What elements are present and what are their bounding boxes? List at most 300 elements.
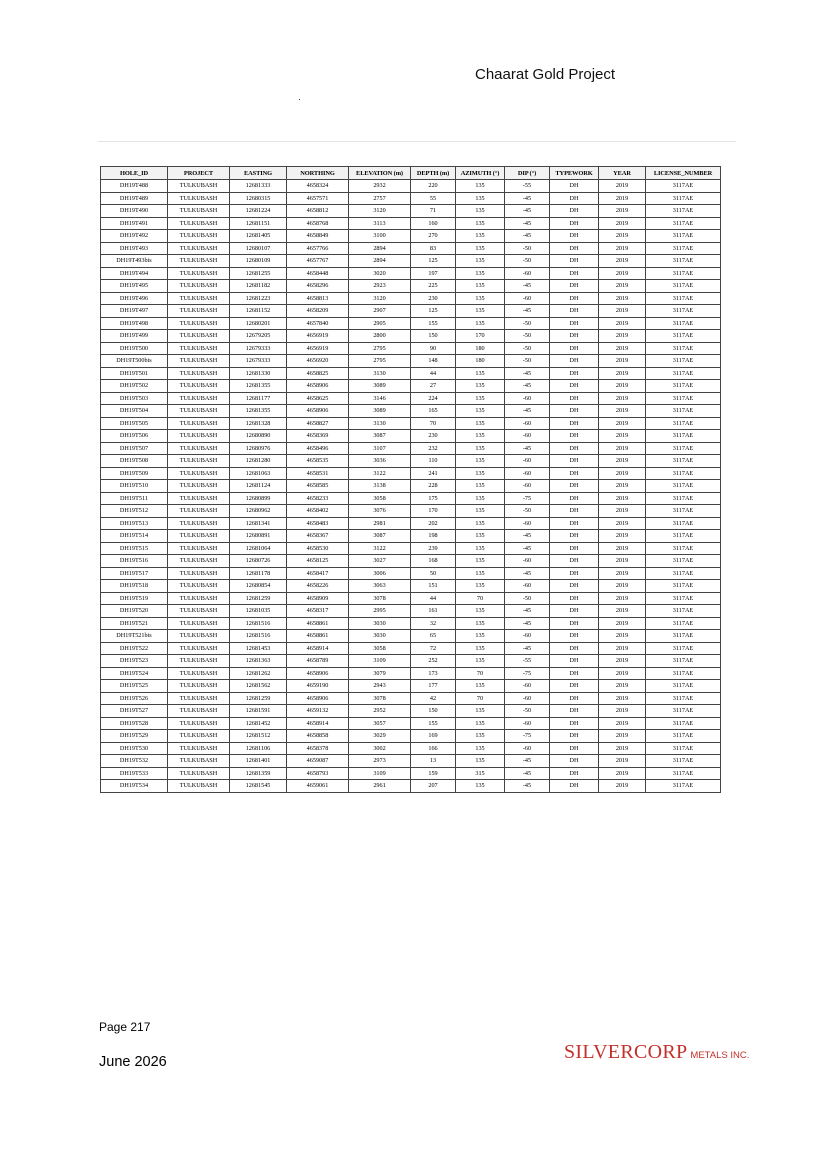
table-cell: 3117AE bbox=[646, 342, 721, 355]
table-cell: 3079 bbox=[349, 667, 411, 680]
table-cell: 3117AE bbox=[646, 480, 721, 493]
table-cell: TULKUBASH bbox=[168, 267, 230, 280]
table-cell: 135 bbox=[456, 655, 505, 668]
table-cell: 2019 bbox=[599, 530, 646, 543]
table-cell: DH bbox=[550, 230, 599, 243]
table-cell: -50 bbox=[505, 255, 550, 268]
table-cell: TULKUBASH bbox=[168, 330, 230, 343]
table-cell: 12681152 bbox=[230, 305, 287, 318]
table-cell: 2894 bbox=[349, 255, 411, 268]
table-cell: 4658209 bbox=[287, 305, 349, 318]
table-cell: DH bbox=[550, 380, 599, 393]
table-cell: -75 bbox=[505, 492, 550, 505]
table-cell: 2019 bbox=[599, 667, 646, 680]
table-cell: TULKUBASH bbox=[168, 367, 230, 380]
table-cell: 2019 bbox=[599, 517, 646, 530]
table-cell: 3078 bbox=[349, 692, 411, 705]
table-cell: 3117AE bbox=[646, 267, 721, 280]
table-cell: -45 bbox=[505, 755, 550, 768]
table-cell: TULKUBASH bbox=[168, 567, 230, 580]
table-cell: DH bbox=[550, 355, 599, 368]
table-cell: 135 bbox=[456, 780, 505, 793]
table-cell: TULKUBASH bbox=[168, 280, 230, 293]
table-row bbox=[101, 705, 721, 718]
table-cell: 2019 bbox=[599, 442, 646, 455]
table-cell: 2019 bbox=[599, 242, 646, 255]
table-cell: 135 bbox=[456, 480, 505, 493]
table-cell: 3117AE bbox=[646, 705, 721, 718]
table-cell: 135 bbox=[456, 305, 505, 318]
table-cell: 2019 bbox=[599, 767, 646, 780]
table-cell: DH19T520 bbox=[101, 605, 168, 618]
footer-date: June 2026 bbox=[99, 1054, 167, 1070]
table-cell: TULKUBASH bbox=[168, 517, 230, 530]
table-cell: 2907 bbox=[349, 305, 411, 318]
table-cell: 12681178 bbox=[230, 567, 287, 580]
table-cell: DH bbox=[550, 392, 599, 405]
table-cell: 3117AE bbox=[646, 505, 721, 518]
table-cell: 3117AE bbox=[646, 642, 721, 655]
table-cell: -45 bbox=[505, 367, 550, 380]
table-row bbox=[101, 542, 721, 555]
table-cell: DH19T523 bbox=[101, 655, 168, 668]
table-cell: 2952 bbox=[349, 705, 411, 718]
table-cell: 135 bbox=[456, 605, 505, 618]
table-cell: 135 bbox=[456, 680, 505, 693]
table-cell: 2019 bbox=[599, 542, 646, 555]
table-cell: 4658402 bbox=[287, 505, 349, 518]
table-cell: 2019 bbox=[599, 742, 646, 755]
table-cell: DH19T507 bbox=[101, 442, 168, 455]
table-cell: 125 bbox=[411, 255, 456, 268]
table-cell: 3120 bbox=[349, 205, 411, 218]
table-row bbox=[101, 342, 721, 355]
table-cell: 12681401 bbox=[230, 755, 287, 768]
table-cell: DH19T533 bbox=[101, 767, 168, 780]
table-row bbox=[101, 417, 721, 430]
table-cell: TULKUBASH bbox=[168, 317, 230, 330]
table-cell: 3117AE bbox=[646, 467, 721, 480]
table-cell: 3138 bbox=[349, 480, 411, 493]
table-cell: TULKUBASH bbox=[168, 667, 230, 680]
table-cell: -60 bbox=[505, 680, 550, 693]
table-cell: -45 bbox=[505, 530, 550, 543]
table-cell: 3117AE bbox=[646, 630, 721, 643]
table-row bbox=[101, 267, 721, 280]
table-cell: TULKUBASH bbox=[168, 217, 230, 230]
table-cell: 4658296 bbox=[287, 280, 349, 293]
table-cell: 2019 bbox=[599, 730, 646, 743]
table-cell: DH bbox=[550, 530, 599, 543]
table-cell: 4658906 bbox=[287, 380, 349, 393]
table-cell: TULKUBASH bbox=[168, 542, 230, 555]
table-cell: TULKUBASH bbox=[168, 730, 230, 743]
table-cell: DH19T506 bbox=[101, 430, 168, 443]
page-number: Page 217 bbox=[99, 1020, 151, 1034]
table-cell: 3029 bbox=[349, 730, 411, 743]
table-cell: 3117AE bbox=[646, 667, 721, 680]
table-cell: -50 bbox=[505, 242, 550, 255]
table-cell: 12681328 bbox=[230, 417, 287, 430]
table-cell: 2795 bbox=[349, 342, 411, 355]
table-cell: 3117AE bbox=[646, 692, 721, 705]
table-cell: 3036 bbox=[349, 455, 411, 468]
table-cell: -60 bbox=[505, 430, 550, 443]
table-cell: 4658849 bbox=[287, 230, 349, 243]
table-cell: 13 bbox=[411, 755, 456, 768]
table-cell: 44 bbox=[411, 592, 456, 605]
table-cell: 220 bbox=[411, 180, 456, 193]
table-cell: 135 bbox=[456, 580, 505, 593]
table-cell: TULKUBASH bbox=[168, 417, 230, 430]
table-cell: 2019 bbox=[599, 505, 646, 518]
table-cell: 2019 bbox=[599, 680, 646, 693]
table-cell: 125 bbox=[411, 305, 456, 318]
table-cell: DH19T494 bbox=[101, 267, 168, 280]
table-cell: 202 bbox=[411, 517, 456, 530]
table-cell: 3117AE bbox=[646, 205, 721, 218]
table-cell: DH bbox=[550, 542, 599, 555]
table-cell: DH19T516 bbox=[101, 555, 168, 568]
table-cell: 12681359 bbox=[230, 767, 287, 780]
table-cell: -45 bbox=[505, 305, 550, 318]
table-cell: DH19T522 bbox=[101, 642, 168, 655]
table-cell: 2019 bbox=[599, 642, 646, 655]
table-cell: 180 bbox=[456, 355, 505, 368]
table-cell: 2019 bbox=[599, 367, 646, 380]
table-cell: DH bbox=[550, 642, 599, 655]
table-cell: 2019 bbox=[599, 617, 646, 630]
table-row bbox=[101, 530, 721, 543]
table-cell: DH bbox=[550, 492, 599, 505]
table-cell: TULKUBASH bbox=[168, 680, 230, 693]
table-cell: 3117AE bbox=[646, 542, 721, 555]
table-cell: 135 bbox=[456, 755, 505, 768]
table-cell: 228 bbox=[411, 480, 456, 493]
table-cell: 135 bbox=[456, 642, 505, 655]
column-header: DEPTH (m) bbox=[411, 167, 456, 180]
table-cell: 135 bbox=[456, 505, 505, 518]
table-cell: 4658233 bbox=[287, 492, 349, 505]
table-row bbox=[101, 242, 721, 255]
table-cell: -50 bbox=[505, 317, 550, 330]
table-cell: DH19T518 bbox=[101, 580, 168, 593]
table-cell: 2019 bbox=[599, 267, 646, 280]
table-row bbox=[101, 730, 721, 743]
table-cell: -50 bbox=[505, 355, 550, 368]
table-cell: DH bbox=[550, 717, 599, 730]
table-cell: 50 bbox=[411, 567, 456, 580]
table-cell: 2019 bbox=[599, 717, 646, 730]
table-cell: 3117AE bbox=[646, 492, 721, 505]
table-cell: TULKUBASH bbox=[168, 305, 230, 318]
table-cell: DH19T525 bbox=[101, 680, 168, 693]
table-cell: TULKUBASH bbox=[168, 380, 230, 393]
table-cell: 3117AE bbox=[646, 780, 721, 793]
table-row bbox=[101, 680, 721, 693]
silvercorp-logo bbox=[564, 1041, 749, 1064]
table-cell: -60 bbox=[505, 417, 550, 430]
table-cell: 3117AE bbox=[646, 530, 721, 543]
table-cell: 207 bbox=[411, 780, 456, 793]
table-cell: 270 bbox=[411, 230, 456, 243]
table-cell: 12681177 bbox=[230, 392, 287, 405]
table-cell: 4658369 bbox=[287, 430, 349, 443]
table-cell: DH19T529 bbox=[101, 730, 168, 743]
table-cell: -45 bbox=[505, 605, 550, 618]
table-cell: 2019 bbox=[599, 180, 646, 193]
table-cell: -60 bbox=[505, 692, 550, 705]
table-cell: DH bbox=[550, 455, 599, 468]
table-cell: 3117AE bbox=[646, 717, 721, 730]
table-cell: 239 bbox=[411, 542, 456, 555]
table-cell: DH19T524 bbox=[101, 667, 168, 680]
table-cell: 70 bbox=[456, 667, 505, 680]
table-cell: -50 bbox=[505, 705, 550, 718]
table-row bbox=[101, 280, 721, 293]
table-cell: 4658914 bbox=[287, 642, 349, 655]
table-cell: -45 bbox=[505, 230, 550, 243]
table-cell: 4656919 bbox=[287, 342, 349, 355]
table-cell: TULKUBASH bbox=[168, 630, 230, 643]
table-cell: 90 bbox=[411, 342, 456, 355]
table-cell: DH bbox=[550, 205, 599, 218]
table-row bbox=[101, 617, 721, 630]
table-cell: DH19T504 bbox=[101, 405, 168, 418]
table-cell: 2019 bbox=[599, 480, 646, 493]
table-cell: 4658906 bbox=[287, 667, 349, 680]
table-cell: 2019 bbox=[599, 317, 646, 330]
table-cell: -60 bbox=[505, 292, 550, 305]
table-cell: -50 bbox=[505, 592, 550, 605]
table-cell: TULKUBASH bbox=[168, 292, 230, 305]
table-cell: 135 bbox=[456, 717, 505, 730]
table-cell: 2019 bbox=[599, 705, 646, 718]
table-row bbox=[101, 667, 721, 680]
table-cell: TULKUBASH bbox=[168, 480, 230, 493]
table-cell: DH19T519 bbox=[101, 592, 168, 605]
table-cell: DH bbox=[550, 405, 599, 418]
table-cell: 12681363 bbox=[230, 655, 287, 668]
table-cell: 135 bbox=[456, 467, 505, 480]
table-cell: 135 bbox=[456, 555, 505, 568]
table-cell: 232 bbox=[411, 442, 456, 455]
table-cell: 12681151 bbox=[230, 217, 287, 230]
table-cell: 3027 bbox=[349, 555, 411, 568]
table-row bbox=[101, 330, 721, 343]
table-cell: 165 bbox=[411, 405, 456, 418]
table-cell: DH bbox=[550, 505, 599, 518]
table-cell: DH bbox=[550, 255, 599, 268]
table-cell: 3130 bbox=[349, 417, 411, 430]
table-cell: TULKUBASH bbox=[168, 467, 230, 480]
table-cell: 12680107 bbox=[230, 242, 287, 255]
table-cell: 55 bbox=[411, 192, 456, 205]
table-cell: 2943 bbox=[349, 680, 411, 693]
column-header: EASTING bbox=[230, 167, 287, 180]
table-cell: DH bbox=[550, 280, 599, 293]
table-cell: 4659061 bbox=[287, 780, 349, 793]
table-cell: 12679333 bbox=[230, 342, 287, 355]
table-cell: 42 bbox=[411, 692, 456, 705]
table-cell: DH19T526 bbox=[101, 692, 168, 705]
table-row bbox=[101, 455, 721, 468]
table-cell: -45 bbox=[505, 217, 550, 230]
table-row bbox=[101, 742, 721, 755]
table-cell: DH19T505 bbox=[101, 417, 168, 430]
table-cell: 4658914 bbox=[287, 717, 349, 730]
table-cell: 2019 bbox=[599, 430, 646, 443]
table-cell: DH19T500 bbox=[101, 342, 168, 355]
table-cell: DH19T517 bbox=[101, 567, 168, 580]
table-cell: 3117AE bbox=[646, 580, 721, 593]
drillhole-table bbox=[100, 166, 721, 793]
logo-suffix: METALS INC. bbox=[690, 1050, 750, 1061]
table-cell: 177 bbox=[411, 680, 456, 693]
table-cell: DH19T501 bbox=[101, 367, 168, 380]
table-cell: 4658483 bbox=[287, 517, 349, 530]
table-cell: 3117AE bbox=[646, 592, 721, 605]
table-cell: 110 bbox=[411, 455, 456, 468]
table-cell: DH bbox=[550, 442, 599, 455]
table-cell: 4658909 bbox=[287, 592, 349, 605]
table-cell: 12681035 bbox=[230, 605, 287, 618]
table-cell: 4657840 bbox=[287, 317, 349, 330]
table-row bbox=[101, 555, 721, 568]
table-cell: -45 bbox=[505, 642, 550, 655]
table-cell: 2019 bbox=[599, 342, 646, 355]
table-cell: 12680109 bbox=[230, 255, 287, 268]
table-cell: DH bbox=[550, 517, 599, 530]
table-cell: -60 bbox=[505, 455, 550, 468]
table-cell: 12681330 bbox=[230, 367, 287, 380]
table-cell: TULKUBASH bbox=[168, 192, 230, 205]
table-cell: -60 bbox=[505, 467, 550, 480]
table-cell: 315 bbox=[456, 767, 505, 780]
table-cell: DH19T534 bbox=[101, 780, 168, 793]
table-cell: 135 bbox=[456, 267, 505, 280]
table-cell: 3030 bbox=[349, 617, 411, 630]
table-cell: 3117AE bbox=[646, 392, 721, 405]
table-cell: DH bbox=[550, 430, 599, 443]
table-cell: 12679205 bbox=[230, 330, 287, 343]
table-cell: 4658827 bbox=[287, 417, 349, 430]
table-cell: 3107 bbox=[349, 442, 411, 455]
table-cell: 12681591 bbox=[230, 705, 287, 718]
table-body bbox=[101, 180, 721, 793]
table-cell: 3117AE bbox=[646, 192, 721, 205]
table-cell: 3130 bbox=[349, 367, 411, 380]
table-row bbox=[101, 505, 721, 518]
table-cell: 160 bbox=[411, 217, 456, 230]
table-cell: TULKUBASH bbox=[168, 492, 230, 505]
table-row bbox=[101, 655, 721, 668]
table-cell: 4658367 bbox=[287, 530, 349, 543]
table-cell: 3117AE bbox=[646, 417, 721, 430]
table-row bbox=[101, 255, 721, 268]
column-header: DIP (°) bbox=[505, 167, 550, 180]
table-cell: 4659087 bbox=[287, 755, 349, 768]
table-cell: 12681182 bbox=[230, 280, 287, 293]
table-cell: DH19T512 bbox=[101, 505, 168, 518]
table-cell: DH19T527 bbox=[101, 705, 168, 718]
table-cell: TULKUBASH bbox=[168, 355, 230, 368]
table-cell: DH bbox=[550, 305, 599, 318]
table-cell: -45 bbox=[505, 280, 550, 293]
table-cell: TULKUBASH bbox=[168, 242, 230, 255]
table-cell: 2905 bbox=[349, 317, 411, 330]
table-cell: 135 bbox=[456, 742, 505, 755]
table-cell: TULKUBASH bbox=[168, 555, 230, 568]
table-cell: 3117AE bbox=[646, 405, 721, 418]
table-cell: 12681255 bbox=[230, 267, 287, 280]
table-cell: 135 bbox=[456, 617, 505, 630]
table-cell: DH19T488 bbox=[101, 180, 168, 193]
table-cell: 4658448 bbox=[287, 267, 349, 280]
table-cell: DH bbox=[550, 730, 599, 743]
table-cell: TULKUBASH bbox=[168, 430, 230, 443]
table-cell: 135 bbox=[456, 730, 505, 743]
table-cell: 4658813 bbox=[287, 292, 349, 305]
table-cell: 135 bbox=[456, 205, 505, 218]
table-cell: 166 bbox=[411, 742, 456, 755]
table-cell: 3058 bbox=[349, 642, 411, 655]
table-cell: TULKUBASH bbox=[168, 767, 230, 780]
table-cell: 71 bbox=[411, 205, 456, 218]
table-cell: 230 bbox=[411, 292, 456, 305]
table-cell: DH bbox=[550, 367, 599, 380]
table-cell: 2019 bbox=[599, 692, 646, 705]
table-row bbox=[101, 755, 721, 768]
table-cell: 150 bbox=[411, 705, 456, 718]
table-cell: 12681355 bbox=[230, 380, 287, 393]
table-cell: -45 bbox=[505, 442, 550, 455]
table-cell: 12681124 bbox=[230, 480, 287, 493]
table-cell: 155 bbox=[411, 317, 456, 330]
table-cell: DH bbox=[550, 180, 599, 193]
table-cell: 65 bbox=[411, 630, 456, 643]
table-cell: 44 bbox=[411, 367, 456, 380]
column-header: AZIMUTH (°) bbox=[456, 167, 505, 180]
column-header: NORTHING bbox=[287, 167, 349, 180]
table-cell: 3117AE bbox=[646, 242, 721, 255]
table-cell: 2019 bbox=[599, 330, 646, 343]
table-cell: TULKUBASH bbox=[168, 255, 230, 268]
table-cell: 4658906 bbox=[287, 692, 349, 705]
table-row bbox=[101, 367, 721, 380]
table-cell: DH19T532 bbox=[101, 755, 168, 768]
table-cell: 2995 bbox=[349, 605, 411, 618]
table-cell: TULKUBASH bbox=[168, 617, 230, 630]
table-cell: 12681333 bbox=[230, 180, 287, 193]
table-cell: -60 bbox=[505, 517, 550, 530]
table-cell: 3117AE bbox=[646, 605, 721, 618]
table-cell: TULKUBASH bbox=[168, 580, 230, 593]
table-cell: 4658789 bbox=[287, 655, 349, 668]
table-row bbox=[101, 780, 721, 793]
table-row bbox=[101, 467, 721, 480]
table-cell: 3117AE bbox=[646, 355, 721, 368]
table-cell: DH bbox=[550, 780, 599, 793]
table-cell: 135 bbox=[456, 705, 505, 718]
table-cell: 3117AE bbox=[646, 442, 721, 455]
table-cell: 12680854 bbox=[230, 580, 287, 593]
column-header: YEAR bbox=[599, 167, 646, 180]
table-cell: 4658906 bbox=[287, 405, 349, 418]
table-cell: 2019 bbox=[599, 605, 646, 618]
table-cell: 2019 bbox=[599, 455, 646, 468]
table-cell: 4659132 bbox=[287, 705, 349, 718]
